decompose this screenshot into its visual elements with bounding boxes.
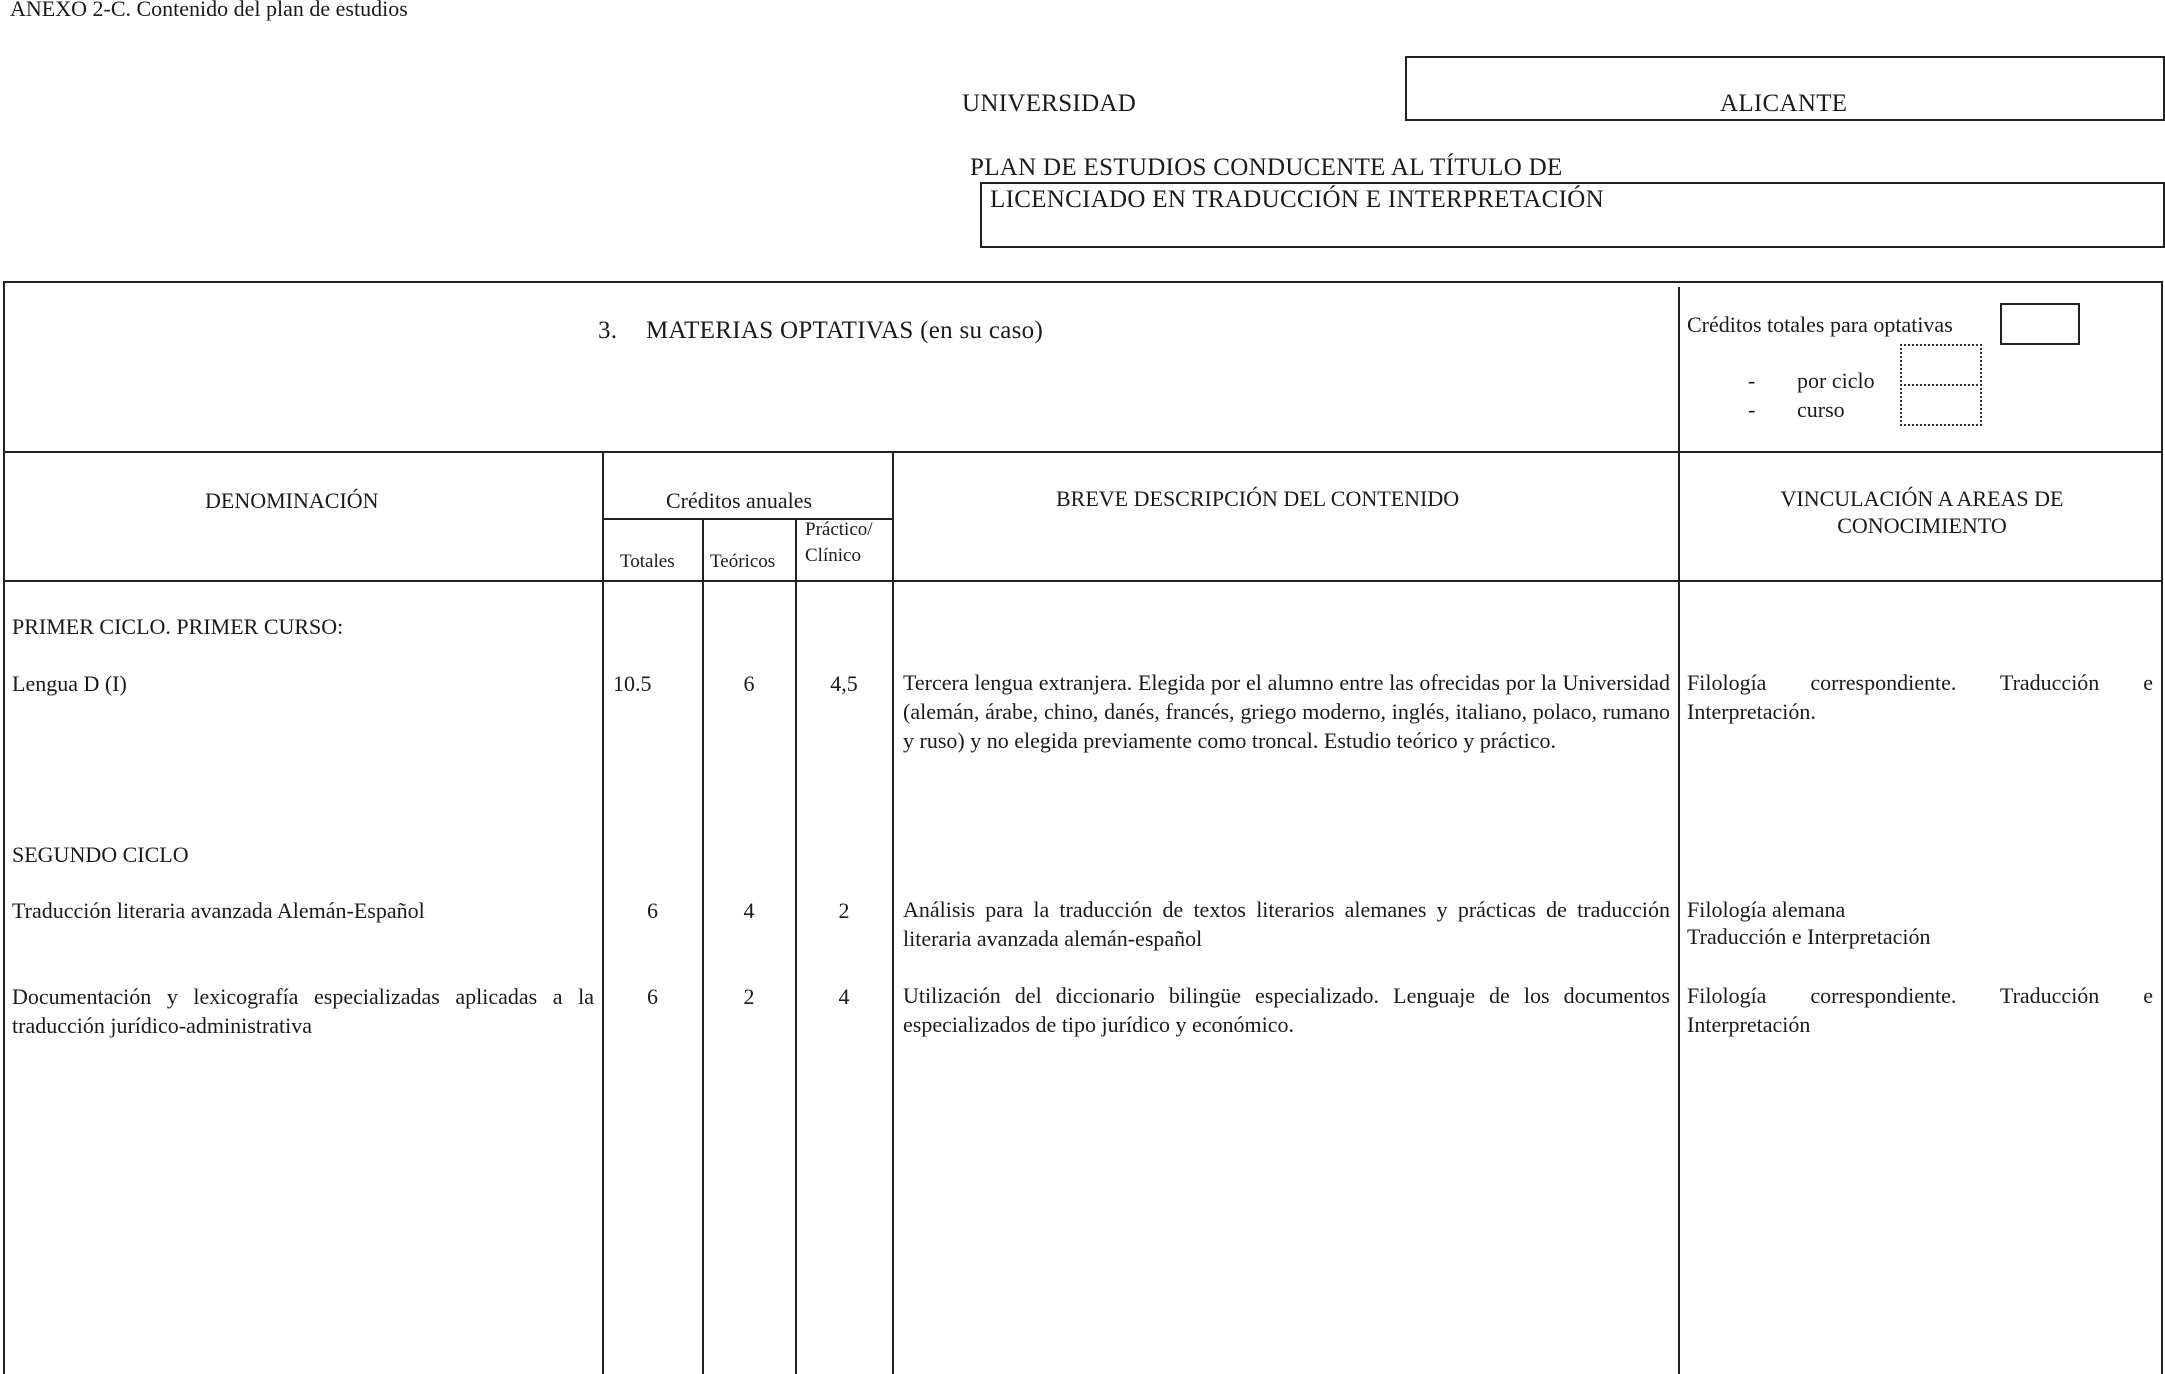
group-heading: SEGUNDO CICLO: [12, 842, 189, 867]
header-vinculacion-line2: CONOCIMIENTO: [1837, 513, 2007, 538]
header-practico-line1: Práctico/: [805, 519, 873, 540]
column-divider: [892, 451, 894, 1374]
annex-title: ANEXO 2-C. Contenido del plan de estudios: [10, 0, 408, 21]
section-divider: [1678, 287, 1680, 452]
header-bottom-rule: [3, 580, 2163, 582]
credits-teoricos: 2: [743, 984, 755, 1009]
column-divider: [1678, 451, 1680, 1374]
subject-name: Traducción literaria avanzada Alemán-Español: [12, 898, 425, 923]
header-totales: Totales: [620, 551, 675, 572]
header-teoricos: Teóricos: [710, 551, 776, 572]
dash-marker: -: [1748, 397, 1756, 422]
per-cycle-label: por ciclo: [1797, 368, 1875, 393]
section-number: 3.: [598, 317, 618, 344]
header-top-rule: [3, 451, 2163, 453]
plan-title: LICENCIADO EN TRADUCCIÓN E INTERPRETACIÓN: [990, 186, 1604, 213]
main-table: [3, 281, 2163, 1374]
group-heading: PRIMER CICLO. PRIMER CURSO:: [12, 614, 344, 639]
credits-practicos: 4: [838, 984, 850, 1009]
subject-name: Documentación y lexicografía especializadas aplicadas a la traducción jurídico-administrativa: [12, 984, 594, 1038]
per-cycle-field[interactable]: [1900, 344, 1982, 386]
header-vinculacion-line1: VINCULACIÓN A AREAS DE: [1780, 486, 2064, 511]
subject-description: Tercera lengua extranjera. Elegida por el alumno entre las ofrecidas por la Universidad (alemán, árabe, chino, danés, francés, griego moderno, inglés, italiano, polaco, rumano y ruso) y no elegida previamente como troncal. Estudio teórico y práctico.: [903, 670, 1670, 753]
subject-name: Lengua D (I): [12, 671, 127, 696]
credits-total-label: Créditos totales para optativas: [1687, 312, 1953, 337]
header-practico-line2: Clínico: [805, 545, 861, 566]
header-creditos-anuales: Créditos anuales: [666, 488, 813, 513]
subject-area: Filología correspondiente. Traducción e Interpretación: [1687, 983, 2153, 1037]
course-label: curso: [1797, 397, 1845, 422]
plan-label: PLAN DE ESTUDIOS CONDUCENTE AL TÍTULO DE: [970, 154, 1563, 181]
header-denominacion: DENOMINACIÓN: [205, 488, 379, 513]
credits-totales: 6: [647, 984, 658, 1009]
header-descripcion: BREVE DESCRIPCIÓN DEL CONTENIDO: [1056, 486, 1460, 511]
university-label: UNIVERSIDAD: [962, 90, 1137, 117]
course-field[interactable]: [1900, 384, 1982, 426]
credits-practicos: 4,5: [830, 671, 858, 696]
credits-teoricos: 4: [743, 898, 755, 923]
column-divider: [702, 518, 704, 1374]
column-divider: [795, 518, 797, 1374]
credits-totales: 6: [647, 898, 658, 923]
subject-description: Análisis para la traducción de textos literarios alemanes y prácticas de traducción literaria avanzada alemán-español: [903, 897, 1670, 951]
credits-practicos: 2: [838, 898, 850, 923]
dash-marker: -: [1748, 368, 1756, 393]
section-title: MATERIAS OPTATIVAS (en su caso): [646, 317, 1044, 344]
university-value: ALICANTE: [1720, 90, 1848, 117]
subject-description: Utilización del diccionario bilingüe especializado. Lenguaje de los documentos especializados de tipo jurídico y económico.: [903, 983, 1670, 1037]
subject-area: Filología alemana: [1687, 897, 1846, 922]
credits-total-field[interactable]: [2000, 303, 2080, 345]
subject-area: Traducción e Interpretación: [1687, 924, 1931, 949]
subject-area: Filología correspondiente. Traducción e Interpretación.: [1687, 670, 2153, 724]
credits-teoricos: 6: [743, 671, 755, 696]
credits-totales: 10.5: [613, 671, 652, 696]
